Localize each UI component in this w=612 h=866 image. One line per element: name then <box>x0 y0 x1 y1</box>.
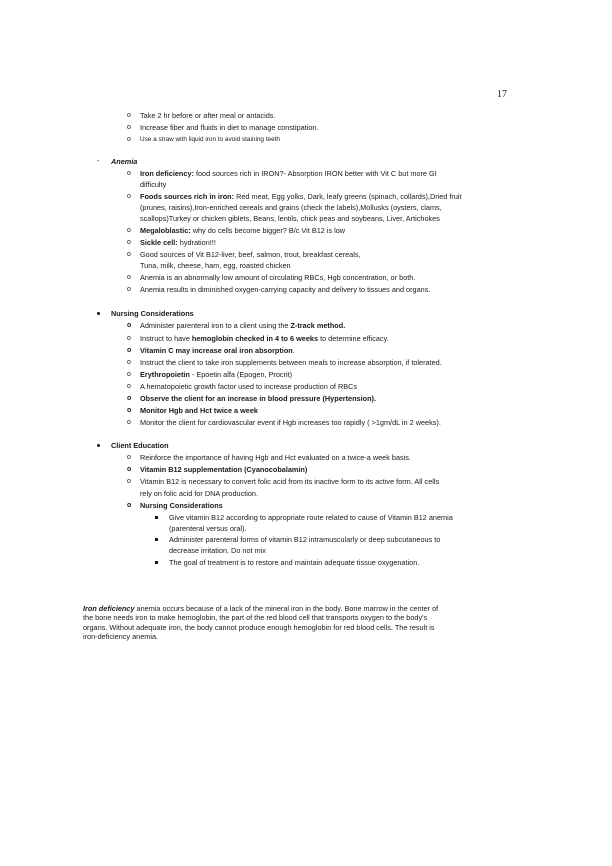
dash-marker-icon: - <box>97 158 100 165</box>
list-item: Use a straw with liquid iron to avoid staining teeth <box>140 136 280 143</box>
list-item: Megaloblastic: why do cells become bigger? B/c Vit B12 is low <box>140 226 346 235</box>
list-marker-icon: o <box>127 371 131 378</box>
list-marker-icon: o <box>127 454 131 461</box>
list-marker-icon: o <box>127 124 131 131</box>
square-bullet-icon <box>155 516 158 519</box>
list-marker-icon: o <box>127 395 132 402</box>
list-marker-icon: o <box>127 359 131 366</box>
sub-list-item: Give vitamin B12 according to appropriate route related to cause of Vitamin B12 anemia <box>169 513 453 522</box>
list-item: Instruct to have hemoglobin checked in 4 to 6 weeks to determine efficacy. <box>140 334 389 343</box>
list-item: Monitor Hgb and Hct twice a week <box>140 406 258 415</box>
list-item-continuation: rely on folic acid for DNA production. <box>140 489 259 498</box>
bullet-icon <box>97 444 100 447</box>
sub-list-item-continuation: decrease irritation. Do not mix <box>169 546 266 555</box>
list-marker-icon: o <box>127 274 131 281</box>
list-marker-icon: o <box>127 286 131 293</box>
paragraph-line: Iron deficiency anemia occurs because of a lack of the mineral iron in the body. Bone marrow in the center of <box>83 604 439 613</box>
list-marker-icon: o <box>127 112 131 119</box>
list-item: Administer parenteral iron to a client using the Z-track method. <box>140 321 346 330</box>
list-item: Vitamin B12 is necessary to convert folic acid from its inactive form to its active form. All cells <box>140 477 440 486</box>
list-item: Nursing Considerations <box>140 501 223 510</box>
list-item-continuation: (prunes, raisins),Iron-enriched cereals and grains (check the labels),Mollusks (oysters, clams, <box>140 203 442 212</box>
list-item: Sickle cell: hydration!!! <box>140 238 216 247</box>
section-heading-anemia: Anemia <box>111 157 138 166</box>
list-item: Take 2 hr before or after meal or antacids. <box>140 111 276 120</box>
list-marker-icon: o <box>127 383 131 390</box>
list-marker-icon: o <box>127 407 132 414</box>
list-item: Erythropoietin - Epoetin alfa (Epogen, Procrit) <box>140 370 293 379</box>
list-marker-icon: o <box>127 193 131 200</box>
list-item: Reinforce the importance of having Hgb and Hct evaluated on a twice-a week basis. <box>140 453 411 462</box>
section-heading-nursing: Nursing Considerations <box>111 309 194 318</box>
paragraph-line: organs. Without adequate iron, the body cannot produce enough hemoglobin for red blood cells. The result is <box>83 622 435 632</box>
paragraph-line: the bone needs iron to make hemoglobin, the part of the red blood cell that transports oxygen to the body's <box>83 613 428 623</box>
list-item: Anemia is an abnormally low amount of circulating RBCs, Hgb concentration, or both. <box>140 273 416 282</box>
list-marker-icon: o <box>127 322 132 329</box>
list-item: Instruct the client to take iron supplements between meals to increase absorption, if tolerated. <box>140 358 442 367</box>
square-bullet-icon <box>155 538 158 541</box>
sub-list-item: Administer parenteral forms of vitamin B12 intramuscularly or deep subcutaneous to <box>169 535 441 544</box>
list-item: Anemia results in diminished oxygen-carrying capacity and delivery to tissues and organs. <box>140 285 431 294</box>
list-marker-icon: o <box>127 466 132 473</box>
list-marker-icon: o <box>127 335 131 342</box>
iron-deficiency-paragraph <box>83 604 513 642</box>
list-marker-icon: o <box>127 419 131 426</box>
section-heading-education: Client Education <box>111 441 169 450</box>
list-marker-icon: o <box>127 227 131 234</box>
list-marker-icon: o <box>127 136 131 143</box>
list-item-continuation: difficulty <box>140 180 167 189</box>
list-marker-icon: o <box>127 239 131 246</box>
sub-list-item: The goal of treatment is to restore and maintain adequate tissue oxygenation. <box>169 558 420 567</box>
page-number: 17 <box>497 89 507 100</box>
list-item-continuation: scallops)Turkey or chicken giblets, Beans, lentils, chick peas and soybeans, Liver, Artichokes <box>140 214 440 223</box>
sub-list-item-continuation: (parenteral versus oral). <box>169 524 247 533</box>
list-item-continuation: Tuna, milk, cheese, ham, egg, roasted chicken <box>140 261 291 270</box>
list-item: Good sources of Vit B12-liver, beef, salmon, trout, breakfast cereals, <box>140 250 361 259</box>
list-marker-icon: o <box>127 502 132 509</box>
list-item: Vitamin C may increase oral iron absorption. <box>140 346 295 355</box>
paragraph-line: iron-deficiency anemia. <box>83 632 159 642</box>
list-marker-icon: o <box>127 251 131 258</box>
list-marker-icon: o <box>127 478 131 485</box>
list-marker-icon: o <box>127 347 132 354</box>
list-item: A hematopoietic growth factor used to increase production of RBCs <box>140 382 357 391</box>
list-item: Vitamin B12 supplementation (Cyanocobalamin) <box>140 465 308 474</box>
list-item: Foods sources rich in iron: Red meat, Egg yolks, Dark, leafy greens (spinach, collards),Dried fruit <box>140 192 462 201</box>
square-bullet-icon <box>155 561 158 564</box>
list-item: Iron deficiency: food sources rich in IRON?- Absorption IRON better with Vit C but more GI <box>140 169 437 178</box>
list-item: Monitor the client for cardiovascular event if Hgb increases too rapidly ( >1gm/dL in 2 weeks). <box>140 418 441 427</box>
list-item: Observe the client for an increase in blood pressure (Hypertension). <box>140 394 376 403</box>
bullet-icon <box>97 312 100 315</box>
list-item: Increase fiber and fluids in diet to manage constipation. <box>140 123 319 132</box>
list-marker-icon: o <box>127 170 131 177</box>
